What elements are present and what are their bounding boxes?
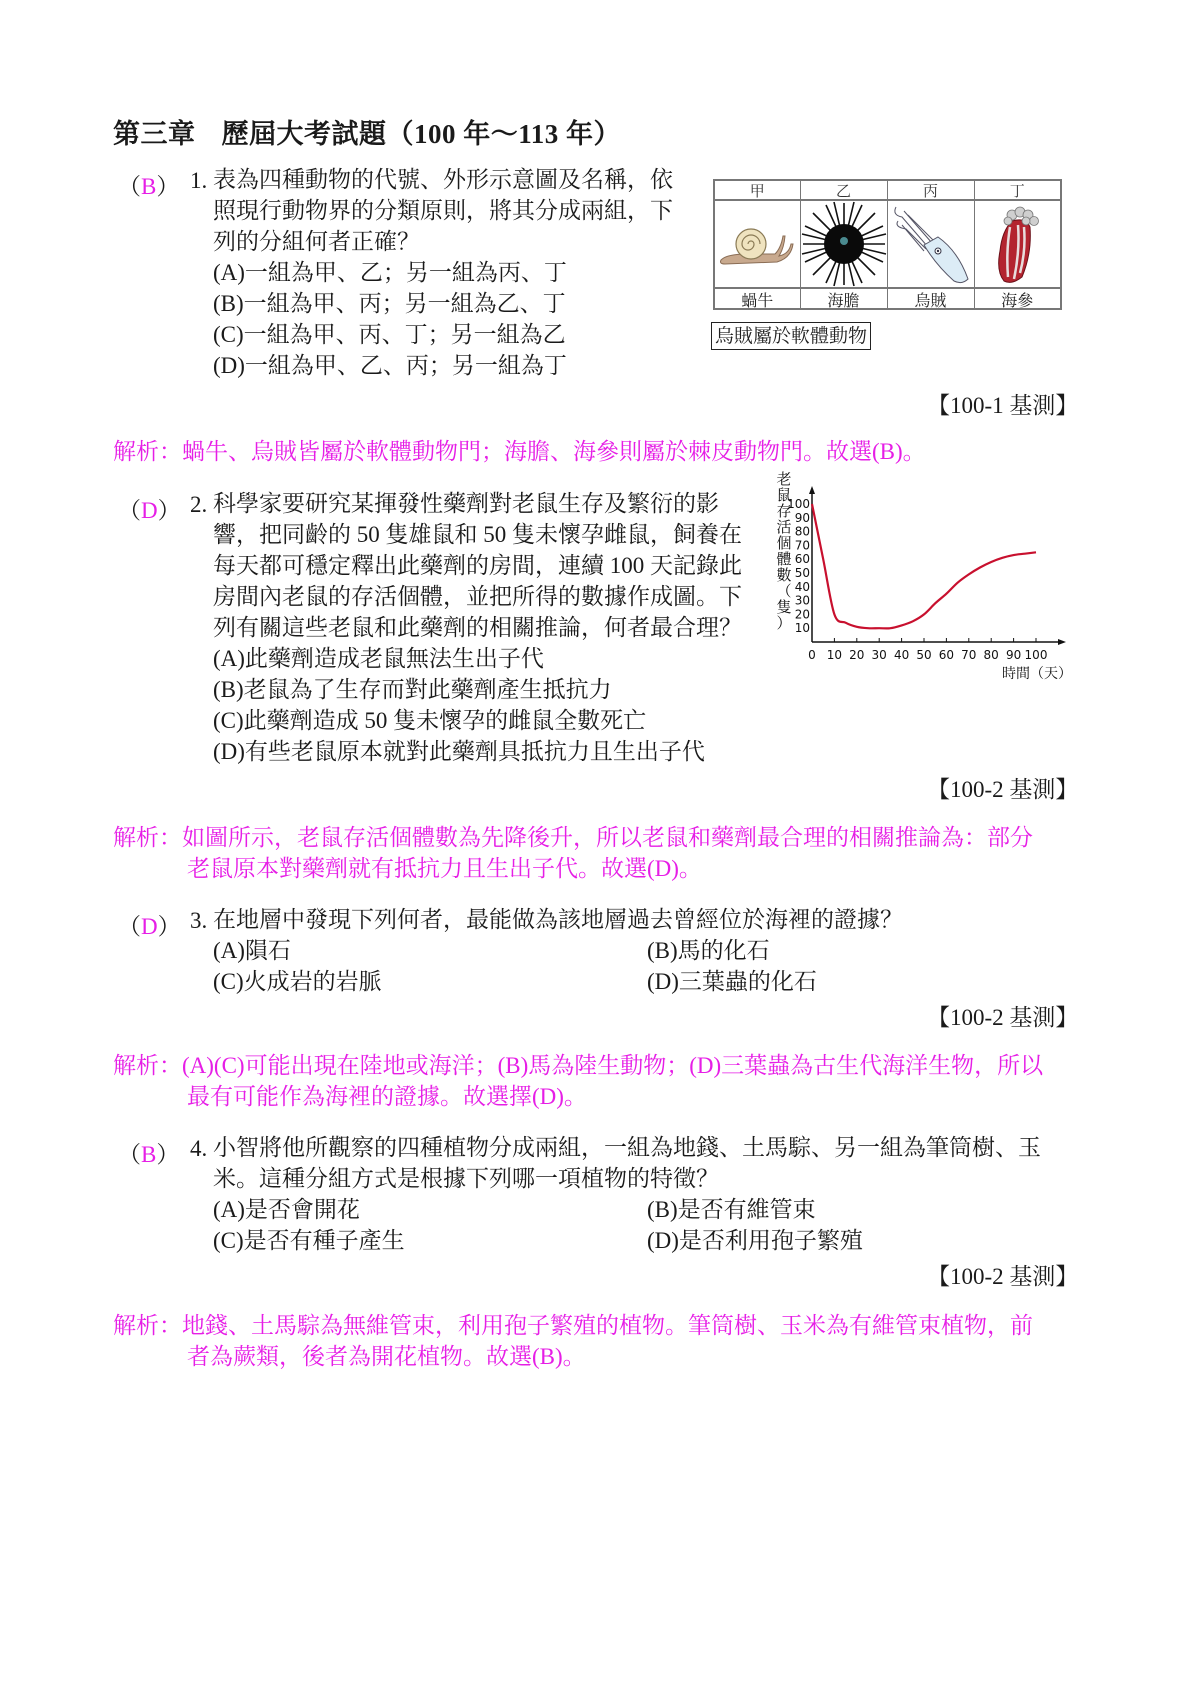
snail-image <box>715 201 801 287</box>
svg-text:50: 50 <box>916 648 932 662</box>
snail-icon <box>717 214 797 274</box>
question-1-analysis: 解析：蝸牛、烏賊皆屬於軟體動物門；海膽、海參則屬於棘皮動物門。故選(B)。 <box>113 439 926 464</box>
svg-text:30: 30 <box>794 593 810 608</box>
figure-note: 烏賊屬於軟體動物 <box>711 322 871 350</box>
answer-mark-q1: （B） <box>118 174 180 199</box>
sea-cucumber-icon <box>982 201 1052 287</box>
svg-text:60: 60 <box>794 552 810 567</box>
answer-letter: B <box>141 1142 157 1167</box>
question-number: 3. <box>190 908 208 933</box>
option-a: (A)此藥劑造成老鼠無法生出子代 <box>213 646 544 671</box>
svg-text:（: （ <box>776 582 792 600</box>
svg-text:體: 體 <box>776 550 792 568</box>
mouse-survival-chart <box>776 470 1106 710</box>
code-ding: 丁 <box>975 181 1061 201</box>
svg-text:40: 40 <box>893 648 910 662</box>
svg-text:0: 0 <box>808 648 816 662</box>
question-2-stem: 科學家要研究某揮發性藥劑對老鼠生存及繁衍的影 響，把同齡的 50 隻雄鼠和 50 隻未懷孕雌鼠，飼養在 每天都可穩定釋出此藥劑的房間，連續 100 天記錄此 房間內老鼠的存活個體，並把所得的數據作成圖。下 列有關這些老鼠和此藥劑的相關推論，何者最合理？ (A)此藥劑造成老鼠無法生出子代 (B)老鼠為了生存而對此藥劑產生抵抗力 (C)此藥劑造成 50 隻未懷孕的雌鼠全數死亡 (D)有些老鼠原本就對此藥劑具抵抗力且生出子代 <box>213 488 742 767</box>
animal-figure-table <box>713 179 1062 310</box>
code-yi: 乙 <box>801 181 888 201</box>
option-c: (C)是否有種子產生 <box>213 1228 405 1253</box>
svg-text:100: 100 <box>787 497 810 511</box>
option-d: (D)有些老鼠原本就對此藥劑具抵抗力且生出子代 <box>213 739 705 764</box>
code-bing: 丙 <box>888 181 975 201</box>
option-c: (C)火成岩的岩脈 <box>213 969 382 994</box>
svg-text:活: 活 <box>776 518 792 536</box>
answer-mark-q4: （B） <box>118 1142 180 1167</box>
svg-text:40: 40 <box>794 579 810 594</box>
question-3-analysis: 解析：(A)(C)可能出現在陸地或海洋；(B)馬為陸生動物；(D)三葉蟲為古生代海洋生物，所以 最有可能作為海裡的證據。故選擇(D)。 <box>113 1053 1044 1109</box>
svg-text:20: 20 <box>849 648 865 662</box>
svg-text:時間（天）: 時間（天） <box>1002 666 1072 682</box>
svg-text:90: 90 <box>1005 648 1022 662</box>
svg-text:數: 數 <box>776 566 792 584</box>
svg-text:20: 20 <box>794 607 810 622</box>
question-source: 【100-1 基測】 <box>927 393 1079 418</box>
option-d: (D)三葉蟲的化石 <box>647 969 817 994</box>
svg-text:10: 10 <box>794 621 810 636</box>
svg-text:個: 個 <box>776 534 792 552</box>
question-number: 2. <box>190 492 208 517</box>
question-3-stem: 在地層中發現下列何者，最能做為該地層過去曾經位於海裡的證據？ <box>213 907 903 932</box>
page-title <box>113 112 621 151</box>
question-number: 1. <box>190 168 208 193</box>
question-number: 4. <box>190 1136 208 1161</box>
option-b: (B)是否有維管束 <box>647 1197 816 1222</box>
question-source: 【100-2 基測】 <box>927 777 1079 802</box>
question-source: 【100-2 基測】 <box>927 1005 1079 1030</box>
name-sea-urchin: 海膽 <box>801 287 888 309</box>
squid-image <box>888 201 975 287</box>
svg-text:10: 10 <box>826 648 843 662</box>
question-1-stem: 表為四種動物的代號、外形示意圖及名稱，依 照現行動物界的分類原則，將其分成兩組，下 列的分組何者正確？ (A)一組為甲、乙；另一組為丙、丁 (B)一組為甲、丙；另一組為乙、丁 (C)一組為甲、丙、丁；另一組為乙 (D)一組為甲、乙、丙；另一組為丁 <box>213 164 673 381</box>
svg-text:80: 80 <box>983 648 999 662</box>
svg-text:隻: 隻 <box>776 598 792 616</box>
code-jia: 甲 <box>715 181 801 201</box>
question-2-analysis: 解析：如圖所示，老鼠存活個體數為先降後升，所以老鼠和藥劑最合理的相關推論為：部分 老鼠原本對藥劑就有抵抗力且生出子代。故選(D)。 <box>113 825 1033 881</box>
sea-urchin-icon <box>801 201 887 287</box>
sea-cucumber-image <box>975 201 1061 287</box>
squid-icon <box>888 201 974 287</box>
svg-text:70: 70 <box>961 648 977 662</box>
question-4-analysis: 解析：地錢、土馬騌為無維管束，利用孢子繁殖的植物。筆筒樹、玉米為有維管束植物，前 者為蕨類，後者為開花植物。故選(B)。 <box>113 1313 1033 1369</box>
chapter-label: 第三章 <box>113 119 196 149</box>
option-c: (C)一組為甲、丙、丁；另一組為乙 <box>213 322 566 347</box>
svg-text:70: 70 <box>794 538 810 553</box>
chapter-title: 歷屆大考試題（100 年～113 年） <box>221 119 622 149</box>
answer-mark-q3: （D） <box>118 914 181 939</box>
option-d: (D)一組為甲、乙、丙；另一組為丁 <box>213 353 567 378</box>
svg-text:100: 100 <box>1024 648 1048 662</box>
svg-text:鼠: 鼠 <box>776 486 792 504</box>
question-4-stem: 小智將他所觀察的四種植物分成兩組，一組為地錢、土馬騌、另一組為筆筒樹、玉 米。這種分組方式是根據下列哪一項植物的特徵？ <box>213 1135 1041 1191</box>
svg-text:）: ） <box>776 614 792 632</box>
answer-letter: B <box>141 174 157 199</box>
option-a: (A)是否會開花 <box>213 1197 360 1222</box>
svg-text:80: 80 <box>794 524 810 539</box>
svg-text:60: 60 <box>938 648 955 662</box>
svg-text:90: 90 <box>794 510 810 525</box>
option-b: (B)老鼠為了生存而對此藥劑產生抵抗力 <box>213 677 612 702</box>
answer-letter: D <box>141 914 158 939</box>
option-d: (D)是否利用孢子繁殖 <box>647 1228 863 1253</box>
line-chart <box>776 470 1106 710</box>
option-b: (B)一組為甲、丙；另一組為乙、丁 <box>213 291 566 316</box>
svg-text:30: 30 <box>871 648 887 662</box>
option-c: (C)此藥劑造成 50 隻未懷孕的雌鼠全數死亡 <box>213 708 647 733</box>
option-b: (B)馬的化石 <box>647 938 770 963</box>
option-a: (A)一組為甲、乙；另一組為丙、丁 <box>213 260 567 285</box>
svg-text:50: 50 <box>794 566 810 580</box>
sea-urchin-image <box>801 201 888 287</box>
option-a: (A)隕石 <box>213 938 291 963</box>
answer-letter: D <box>141 498 158 523</box>
question-source: 【100-2 基測】 <box>927 1264 1079 1289</box>
answer-mark-q2: （D） <box>118 498 181 523</box>
name-sea-cucumber: 海參 <box>975 287 1061 309</box>
svg-text:老: 老 <box>776 470 792 488</box>
svg-text:存: 存 <box>776 502 792 520</box>
name-snail: 蝸牛 <box>715 287 801 309</box>
name-squid: 烏賊 <box>888 287 975 309</box>
